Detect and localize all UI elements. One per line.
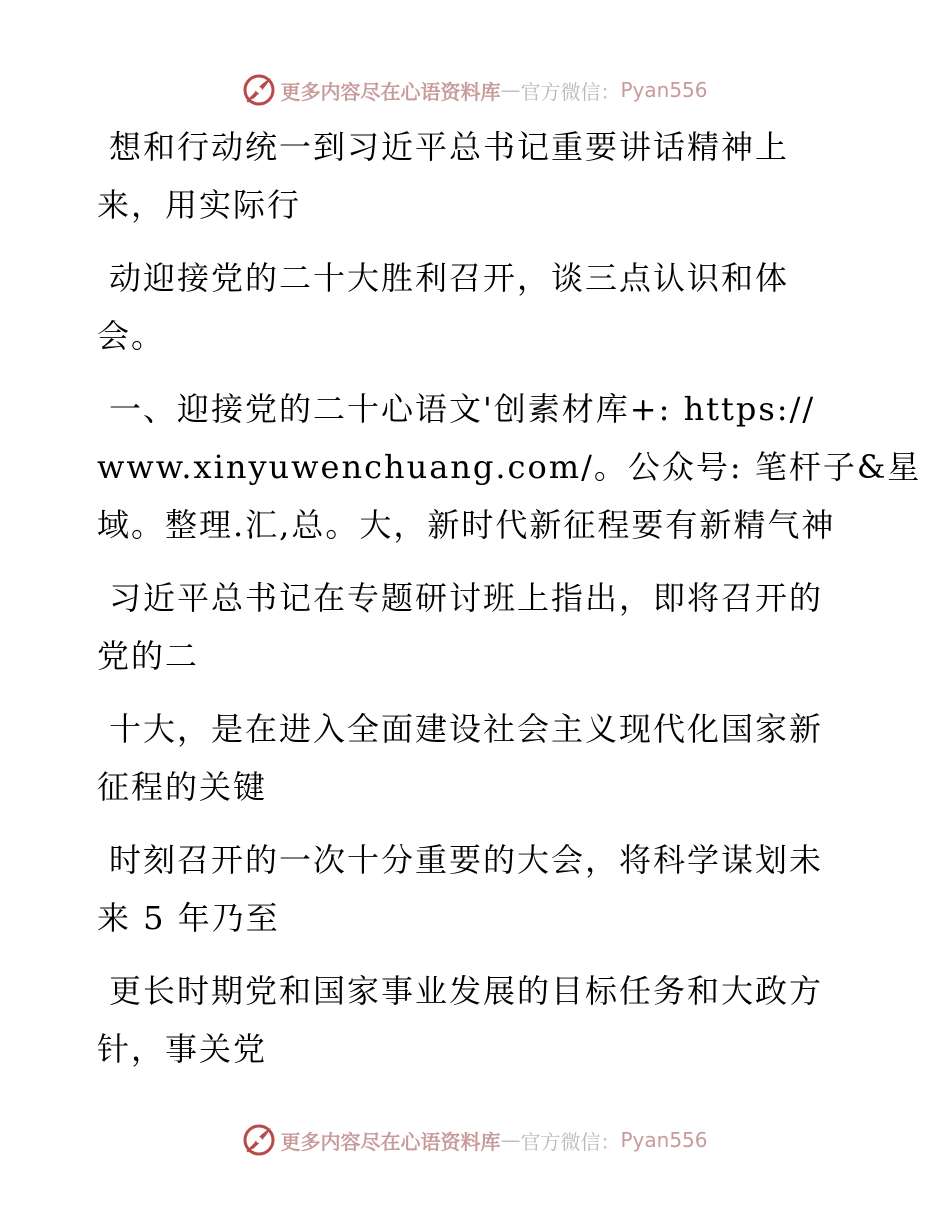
paragraph-1 [97, 118, 857, 234]
paragraph-line: 时刻召开的一次十分重要的大会，将科学谋划未 [109, 841, 824, 879]
feather-quill-logo-icon [242, 1123, 276, 1157]
paragraph-line: 想和行动统一到习近平总书记重要讲话精神上 [109, 128, 790, 166]
document-body [97, 118, 922, 1093]
paragraph-line: 征程的关键 [97, 768, 268, 806]
paragraph-6 [97, 831, 857, 947]
banner-site-name: 更多内容尽在心语资料库 [280, 79, 501, 104]
paragraph-line: 动迎接党的二十大胜利召开，谈三点认识和体 [109, 259, 790, 297]
footer-banner [0, 1120, 950, 1160]
paragraph-2 [97, 249, 857, 365]
paragraph-line: 习近平总书记在专题研讨班上指出，即将召开的 [109, 579, 824, 617]
banner-separator: — [500, 78, 521, 102]
paragraph-line: 更长时期党和国家事业发展的目标任务和大政方 [109, 972, 824, 1010]
feather-quill-logo-icon [242, 73, 276, 107]
paragraph-line: 一、迎接党的二十心语文'创素材库+: https:// [109, 390, 816, 428]
paragraph-3 [97, 380, 922, 554]
banner-wechat-id: Pyan556 [620, 1128, 708, 1152]
paragraph-line: 会。 [97, 317, 166, 355]
paragraph-4 [97, 569, 857, 685]
paragraph-5 [97, 700, 857, 816]
paragraph-7 [97, 962, 857, 1078]
paragraph-line: 域。整理.汇,总。大，新时代新征程要有新精气神 [97, 506, 836, 544]
paragraph-line: 针，事关党 [97, 1030, 268, 1068]
banner-wechat-label: 官方微信： [520, 79, 621, 104]
paragraph-line: www.xinyuwenchuang.com/。公众号: 笔杆子&星 [97, 448, 922, 486]
paragraph-line: 党的二 [97, 637, 200, 675]
paragraph-line: 来 5 年乃至 [97, 899, 280, 937]
banner-wechat-label: 官方微信： [520, 1129, 621, 1154]
banner-separator: — [500, 1128, 521, 1152]
header-banner [0, 70, 950, 110]
paragraph-line: 来，用实际行 [97, 186, 302, 224]
banner-wechat-id: Pyan556 [620, 78, 708, 102]
banner-site-name: 更多内容尽在心语资料库 [280, 1129, 501, 1154]
paragraph-line: 十大，是在进入全面建设社会主义现代化国家新 [109, 710, 824, 748]
